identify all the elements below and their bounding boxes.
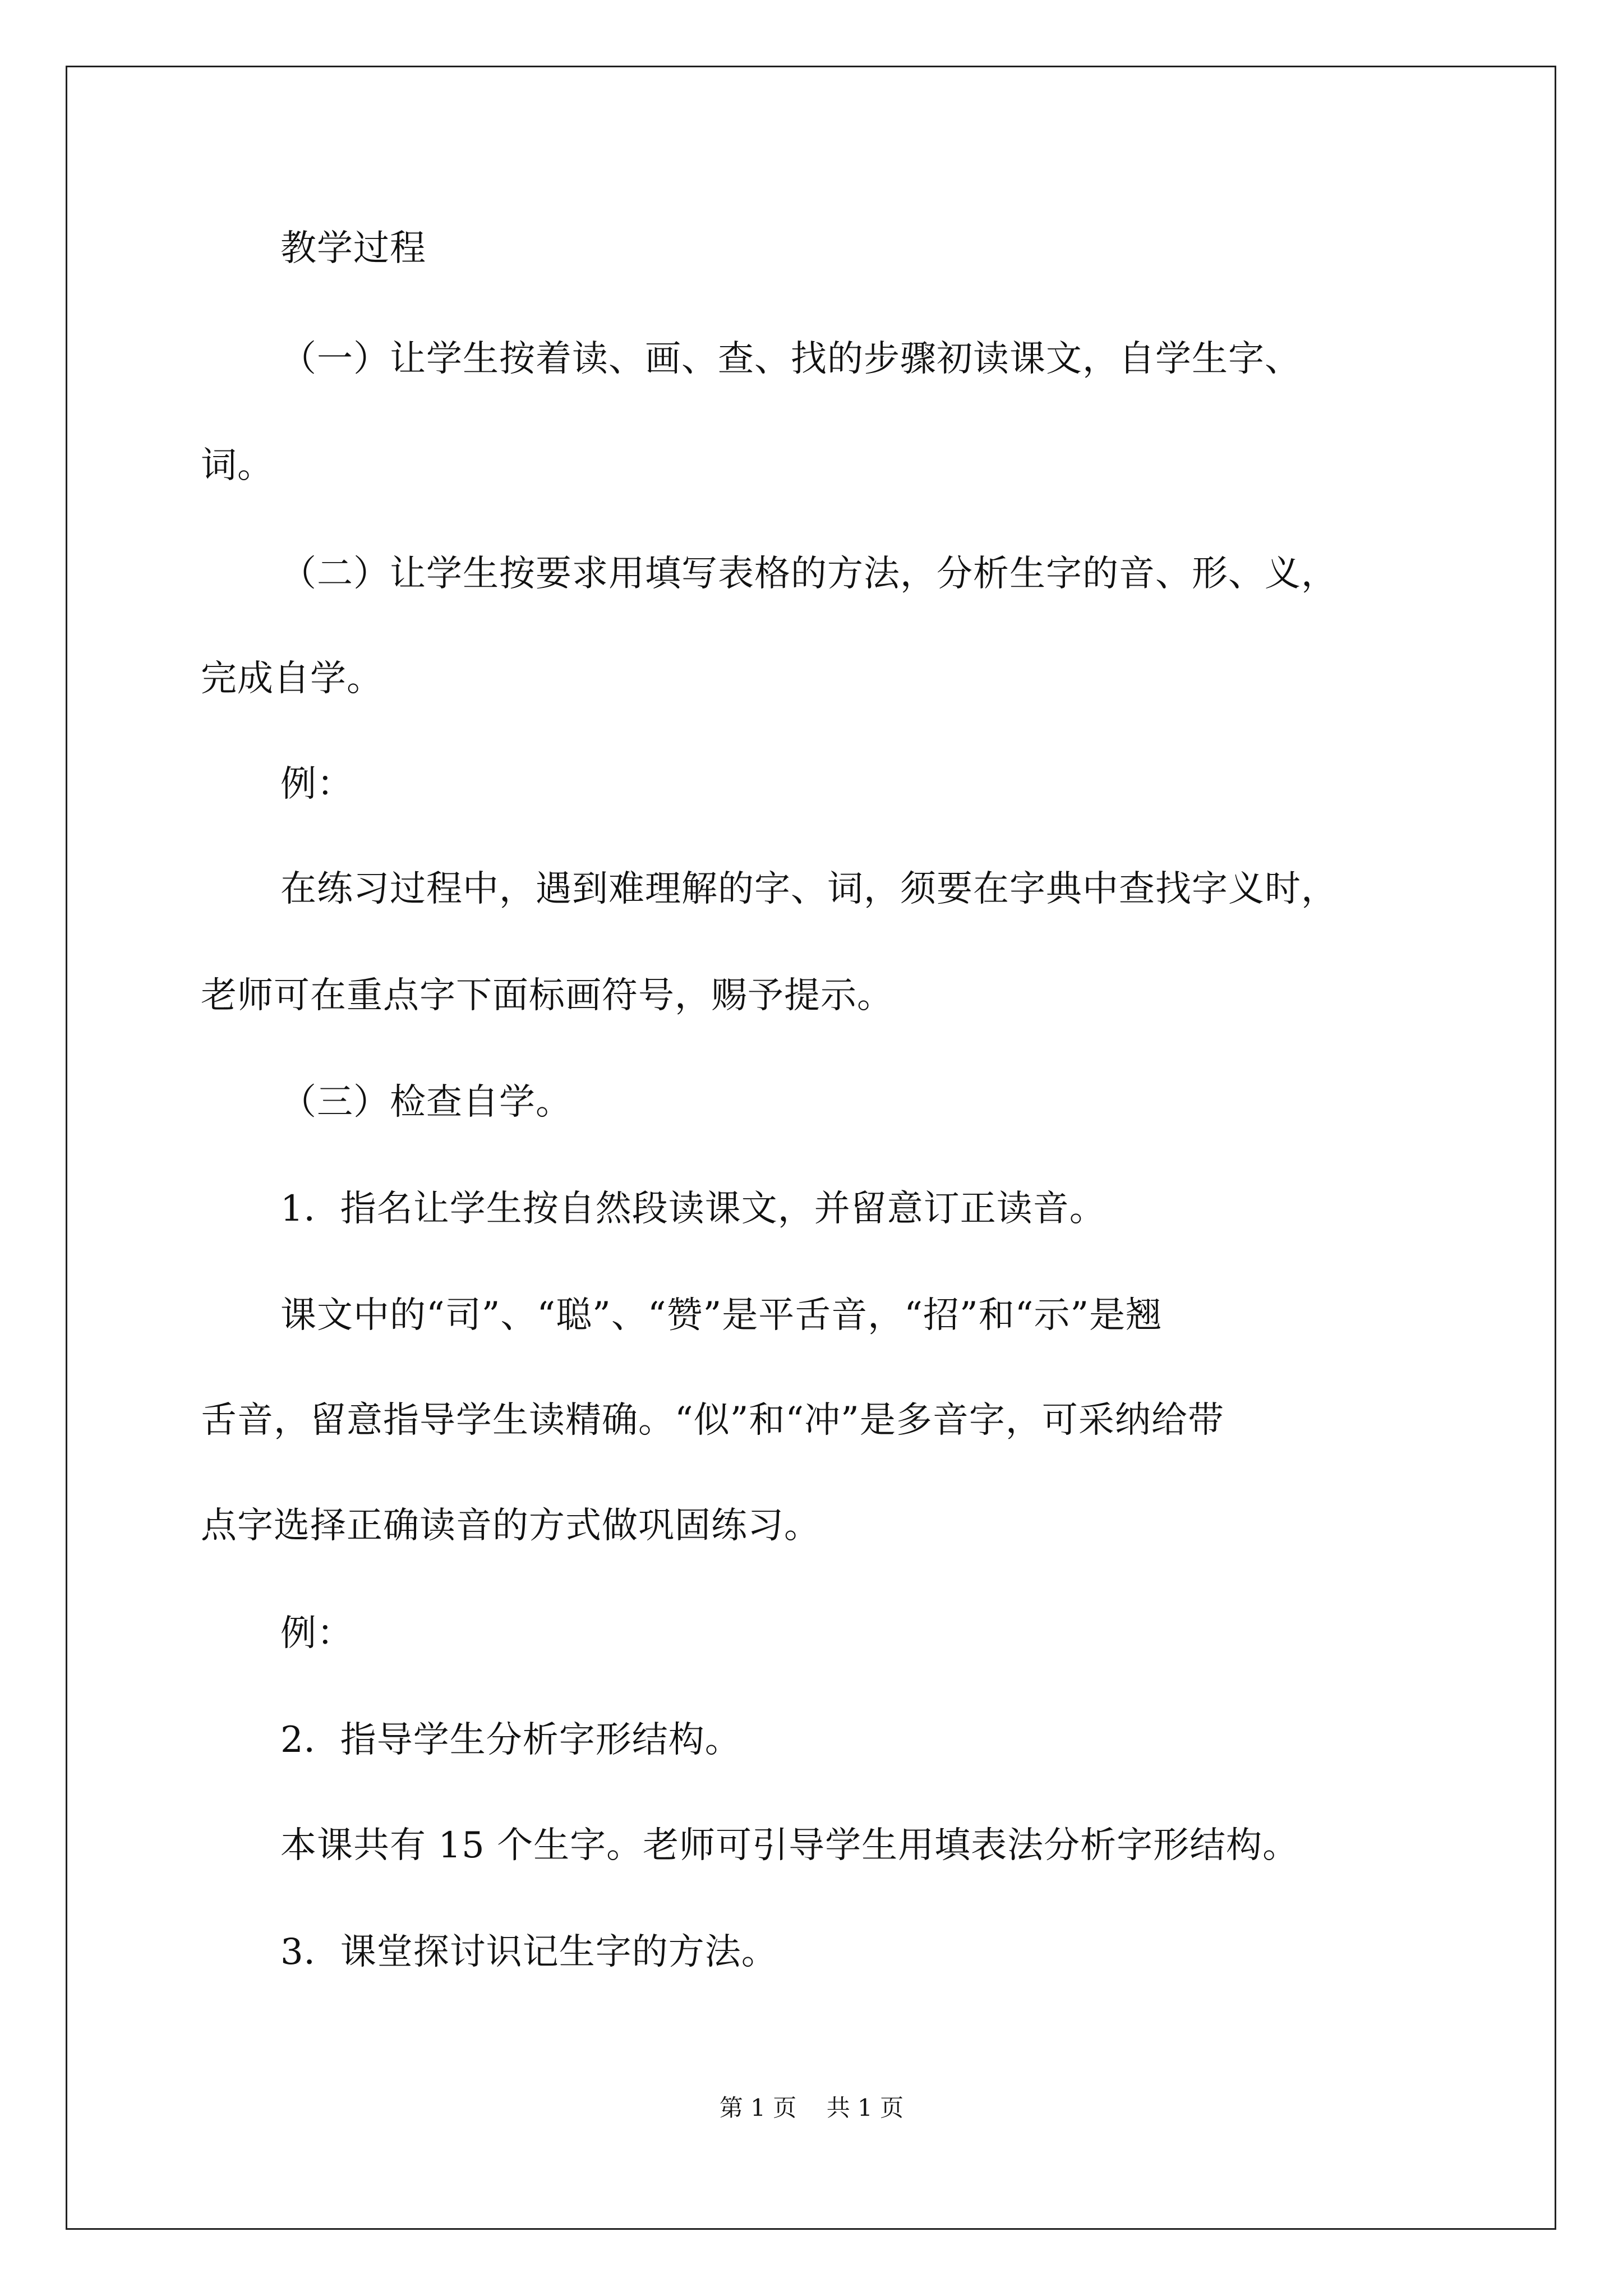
paragraph-line: 舌音，留意指导学生读精确。“似”和“冲”是多音字，可采纳给带 bbox=[201, 1400, 1224, 1441]
paragraph-line: 点字选择正确读音的方式做巩固练习。 bbox=[201, 1505, 820, 1547]
paragraph-line: （一）让学生按着读、画、查、找的步骤初读课文，自学生字、 bbox=[280, 338, 1301, 380]
paragraph-line: 1．指名让学生按自然段读课文，并留意订正读音。 bbox=[280, 1188, 1106, 1230]
paragraph-line: 完成自学。 bbox=[201, 658, 383, 700]
paragraph-line: 例： bbox=[280, 1613, 353, 1654]
paragraph-line: 例： bbox=[280, 763, 353, 805]
section-heading: 教学过程 bbox=[280, 228, 426, 269]
paragraph-line: 本课共有 15 个生字。老师可引导学生用填表法分析字形结构。 bbox=[280, 1825, 1299, 1866]
paragraph-line: 2．指导学生分析字形结构。 bbox=[280, 1719, 741, 1761]
paragraph-line: 3．课堂探讨识记生字的方法。 bbox=[280, 1931, 778, 1973]
paragraph-line: 课文中的“司”、“聪”、“赞”是平舌音，“招”和“示”是翘 bbox=[280, 1295, 1163, 1336]
page-border bbox=[66, 66, 1556, 2230]
paragraph-line: 在练习过程中，遇到难理解的字、词，须要在字典中查找字义时， bbox=[280, 868, 1338, 910]
paragraph-line: （三）检查自学。 bbox=[280, 1082, 572, 1123]
page-number-footer: 第 1 页 共 1 页 bbox=[719, 2094, 904, 2122]
paragraph-line: 词。 bbox=[201, 445, 274, 486]
paragraph-line: 老师可在重点字下面标画符号，赐予提示。 bbox=[201, 975, 893, 1016]
paragraph-line: （二）让学生按要求用填写表格的方法，分析生字的音、形、义， bbox=[280, 553, 1338, 595]
